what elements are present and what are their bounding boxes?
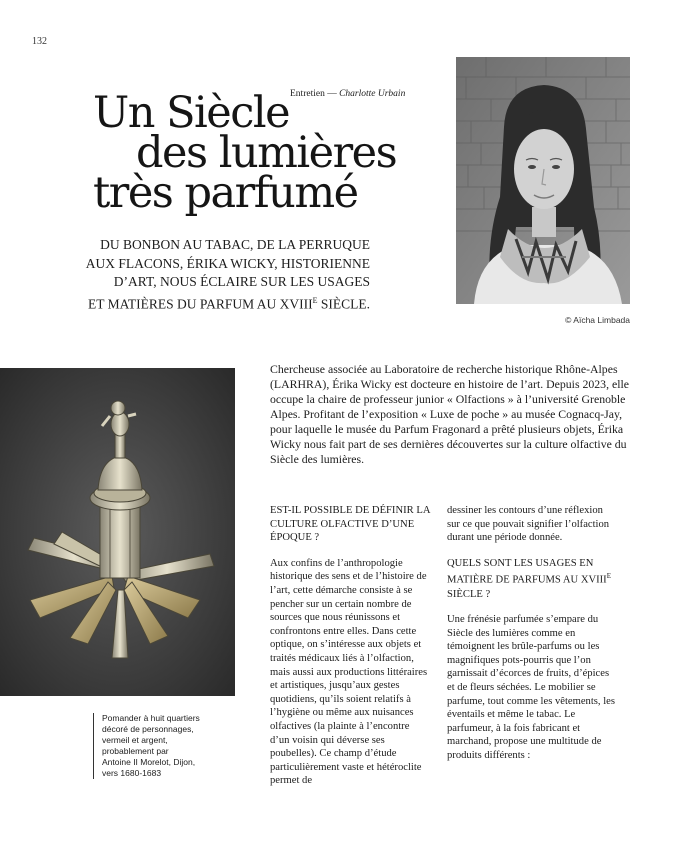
- caption-line: vermeil et argent,: [102, 735, 168, 745]
- title-line-2: des lumières: [136, 128, 397, 178]
- caption-line: vers 1680-1683: [102, 768, 162, 778]
- caption-line: probablement par: [102, 746, 169, 756]
- byline-author: Charlotte Urbain: [339, 89, 406, 99]
- intro-paragraph: Chercheuse associée au Laboratoire de recherche historique Rhône-Alpes (LARHRA), Érika Wicky est docteure en histoire de l’art. Depuis 2023, elle occupe la chaire de professeur junior « Olfactions » à l’université Grenoble Alpes. Profitant de l’exposition « Luxe de poche » au musée Cognacq-Jay, pour laquelle le musée du Parfum Fragonard a prêté plusieurs objets, Érika Wicky nous fait part de ses dernières découvertes sur la culture olfactive du Siècle des lumières.: [270, 362, 630, 466]
- interview-question: QUELS SONT LES USAGES EN MATIÈRE DE PARFUMS AU $XVIII^E$ SIÈCLE ?: [447, 557, 611, 600]
- portrait-illustration: [456, 57, 630, 304]
- interview-question: EST-IL POSSIBLE DE DÉFINIR LA CULTURE OLFACTIVE D’UNE ÉPOQUE ?: [270, 505, 430, 544]
- standfirst: [60, 236, 370, 314]
- page-number: 132: [32, 36, 47, 47]
- byline-prefix: Entretien —: [290, 89, 337, 99]
- title-line-1: Un Siècle: [93, 88, 290, 138]
- standfirst-line: AUX FLACONS, ÉRIKA WICKY, HISTORIENNE: [85, 255, 370, 271]
- pomander-photo: [0, 368, 235, 696]
- interview-answer: Aux confins de l’anthropologie historique des sens et de l’histoire de l’art, cette démarche consiste à se pencher sur un certain nombre de sources que nous réunissons et confrontons entre elles. Dans cette optique, on s’intéresse aux objets et traités médicaux liés à l’olfaction, mais aussi aux productions littéraires et artistiques, jusqu’aux gestes quotidiens, qu’ils soient relatifs à l’hygiène ou même aux nuisances olfactives (la plainte à l’encontre d’un voisin qui déverse ses poubelles). Ce champ d’étude particulièrement vaste et hétéroclite permet de: [270, 557, 428, 787]
- portrait-photo: [456, 57, 630, 304]
- photo-credit: © Aïcha Limbada: [565, 315, 630, 325]
- title-line-3: très parfumé: [93, 168, 358, 218]
- interview-answer: Une frénésie parfumée s’empare du Siècle des lumières comme en témoignent les brûle-parfums ou les magnifiques pots-pourris que l’on garnissait d’écorces de fruits, d’épices et de fleurs séchées. Le mobilier se parfume, tout comme les vêtements, les éventails et même le tabac. Le parfumeur, à la fois fabricant et marchand, propose une multitude de produits différents :: [447, 614, 615, 762]
- caption-line: décoré de personnages,: [102, 724, 194, 734]
- standfirst-line: DU BONBON AU TABAC, DE LA PERRUQUE: [100, 237, 370, 252]
- standfirst-line: D’ART, NOUS ÉCLAIRE SUR LES USAGES: [113, 274, 370, 289]
- pomander-illustration: [0, 368, 235, 696]
- answer-continuation: dessiner les contours d’une réflexion sur ce que pouvait signifier l’olfaction durant une période donnée.: [447, 505, 610, 544]
- article-column-1: [270, 504, 430, 788]
- standfirst-line: ET MATIÈRES DU PARFUM AU $XVIII^E$ SIÈCLE.: [87, 295, 370, 311]
- byline: [290, 89, 405, 99]
- caption-line: Pomander à huit quartiers: [102, 713, 200, 723]
- article-column-2: [447, 504, 617, 763]
- photo-caption: [93, 713, 242, 779]
- caption-line: Antoine II Morelot, Dijon,: [102, 757, 196, 767]
